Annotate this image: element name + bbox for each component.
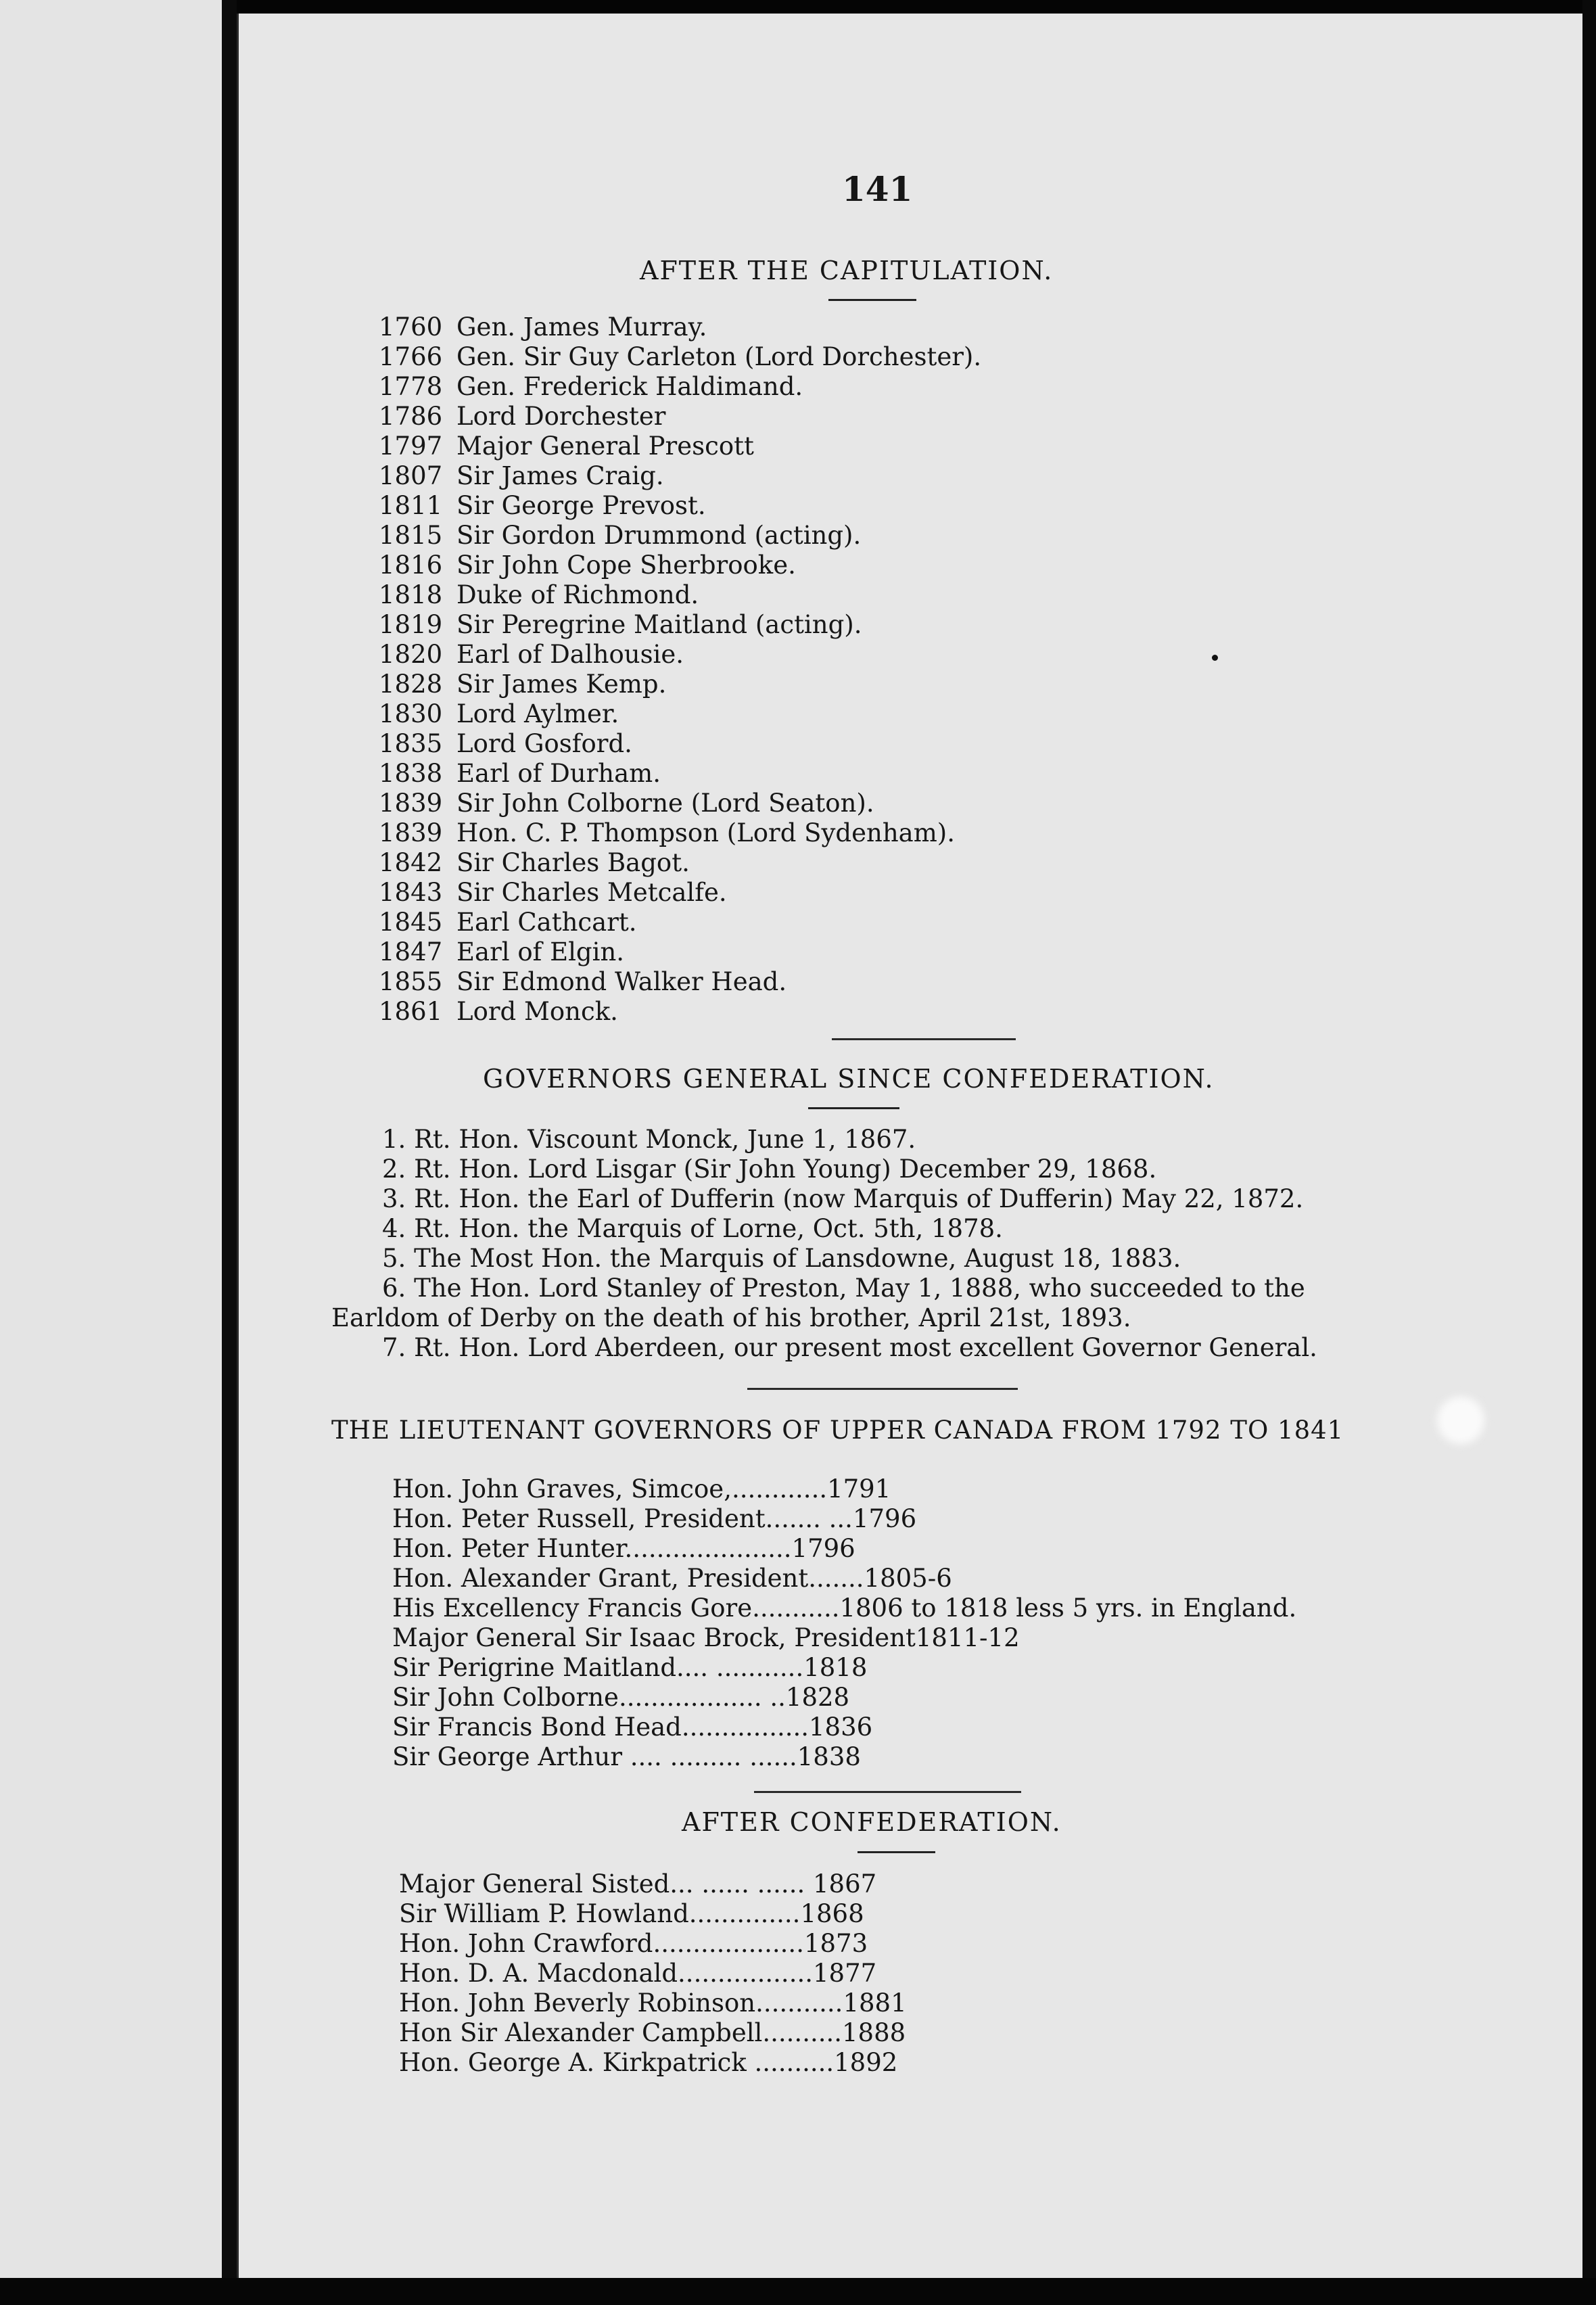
- entry-name: Gen. Sir Guy Carleton (Lord Dorchester).: [456, 342, 982, 371]
- governor-general-line: 4. Rt. Hon. the Marquis of Lorne, Oct. 5th, 1878.: [382, 1214, 1003, 1243]
- entry-name: Lord Gosford.: [456, 729, 632, 758]
- capitulation-entry: [379, 759, 661, 789]
- capitulation-entry: [379, 372, 803, 402]
- section-heading-capitulation: AFTER THE CAPITULATION.: [640, 256, 1054, 285]
- entry-name: Sir George Prevost.: [456, 491, 706, 520]
- section-heading-after-confederation: AFTER CONFEDERATION.: [682, 1807, 1062, 1837]
- capitulation-entry: [379, 521, 861, 551]
- lieutenant-governor-line: Hon. Peter Russell, President....... ...1796: [392, 1504, 917, 1533]
- lieutenant-governor-line: His Excellency Francis Gore...........1806 to 1818 less 5 yrs. in England.: [392, 1593, 1297, 1623]
- ink-speck: [1212, 655, 1218, 661]
- lieutenant-governor-line: Hon. John Graves, Simcoe,............1791: [392, 1474, 891, 1504]
- capitulation-entry: [379, 729, 632, 759]
- after-confederation-line: Major General Sisted... ...... ...... 1867: [399, 1869, 877, 1899]
- entry-year: 1815: [379, 521, 443, 550]
- entry-name: Sir James Craig.: [456, 461, 664, 490]
- entry-name: Duke of Richmond.: [456, 580, 699, 609]
- capitulation-entry: [379, 640, 684, 670]
- entry-name: Sir James Kemp.: [456, 670, 667, 699]
- lieutenant-governor-line: Sir George Arthur .... ......... ......1838: [392, 1742, 861, 1771]
- capitulation-entry: [379, 818, 955, 848]
- capitulation-entry: [379, 789, 874, 818]
- entry-year: 1830: [379, 699, 443, 728]
- governor-general-line: 7. Rt. Hon. Lord Aberdeen, our present most excellent Governor General.: [382, 1333, 1317, 1362]
- entry-name: Sir John Cope Sherbrooke.: [456, 551, 796, 580]
- entry-name: Sir Gordon Drummond (acting).: [456, 521, 862, 550]
- section-divider: [832, 1038, 1016, 1040]
- page-number: 141: [842, 169, 913, 209]
- section-heading-upper-canada: THE LIEUTENANT GOVERNORS OF UPPER CANADA FROM 1792 TO 1841: [331, 1416, 1344, 1445]
- entry-year: 1847: [379, 937, 443, 967]
- lieutenant-governor-line: Major General Sir Isaac Brock, President1811-12: [392, 1623, 1020, 1652]
- capitulation-entry: [379, 997, 618, 1027]
- section-heading-confederation: GOVERNORS GENERAL SINCE CONFEDERATION.: [483, 1064, 1215, 1094]
- entry-year: 1843: [379, 878, 443, 907]
- capitulation-entry: [379, 491, 706, 521]
- capitulation-entry: [379, 937, 624, 967]
- entry-name: Earl of Dalhousie.: [456, 640, 684, 669]
- entry-year: 1786: [379, 402, 443, 431]
- after-confederation-line: Hon. George A. Kirkpatrick ..........1892: [399, 2048, 898, 2077]
- entry-year: 1819: [379, 610, 443, 639]
- entry-year: 1778: [379, 372, 443, 401]
- governor-general-line: 1. Rt. Hon. Viscount Monck, June 1, 1867.: [382, 1125, 916, 1154]
- entry-year: 1820: [379, 640, 443, 669]
- capitulation-entry: [379, 432, 754, 461]
- scan-edge-right: [1582, 0, 1596, 2305]
- heading-rule: [808, 1107, 899, 1109]
- lieutenant-governor-line: Hon. Peter Hunter.....................1796: [392, 1534, 855, 1563]
- entry-name: Hon. C. P. Thompson (Lord Sydenham).: [456, 818, 955, 847]
- entry-name: Sir Edmond Walker Head.: [456, 967, 787, 996]
- governor-general-line-continued: Earldom of Derby on the death of his brother, April 21st, 1893.: [331, 1303, 1131, 1332]
- entry-name: Lord Aylmer.: [456, 699, 619, 728]
- entry-year: 1766: [379, 342, 443, 371]
- left-facing-page: [0, 0, 222, 2300]
- scan-glare: [1437, 1397, 1484, 1444]
- lieutenant-governor-line: Hon. Alexander Grant, President.......1805-6: [392, 1564, 952, 1593]
- entry-name: Sir Charles Bagot.: [456, 848, 690, 877]
- entry-name: Earl of Durham.: [456, 759, 661, 788]
- entry-name: Major General Prescott: [456, 432, 754, 461]
- capitulation-entry: [379, 967, 787, 997]
- book-gutter: [222, 0, 237, 2305]
- capitulation-entry: [379, 848, 690, 878]
- governor-general-line: 2. Rt. Hon. Lord Lisgar (Sir John Young) December 29, 1868.: [382, 1155, 1157, 1184]
- entry-name: Earl Cathcart.: [456, 908, 637, 937]
- entry-year: 1807: [379, 461, 443, 490]
- capitulation-entry: [379, 312, 707, 342]
- scan-edge-bottom: [0, 2278, 1596, 2305]
- capitulation-entry: [379, 461, 664, 491]
- lieutenant-governor-line: Sir Francis Bond Head................1836: [392, 1713, 873, 1742]
- section-divider: [747, 1388, 1018, 1390]
- entry-name: Earl of Elgin.: [456, 937, 625, 967]
- heading-rule: [858, 1851, 935, 1853]
- capitulation-entry: [379, 342, 981, 372]
- capitulation-entry: [379, 610, 862, 640]
- capitulation-entry: [379, 699, 619, 729]
- entry-year: 1845: [379, 908, 443, 937]
- entry-year: 1828: [379, 670, 443, 699]
- entry-year: 1839: [379, 789, 443, 818]
- entry-year: 1760: [379, 312, 443, 342]
- capitulation-entry: [379, 580, 699, 610]
- entry-year: 1861: [379, 997, 443, 1026]
- heading-rule: [828, 299, 916, 301]
- after-confederation-line: Sir William P. Howland..............1868: [399, 1899, 864, 1928]
- governor-general-line: 3. Rt. Hon. the Earl of Dufferin (now Marquis of Dufferin) May 22, 1872.: [382, 1184, 1304, 1213]
- entry-name: Sir Charles Metcalfe.: [456, 878, 727, 907]
- after-confederation-line: Hon Sir Alexander Campbell..........1888: [399, 2018, 906, 2047]
- after-confederation-line: Hon. John Beverly Robinson...........1881: [399, 1988, 907, 2018]
- entry-year: 1816: [379, 551, 443, 580]
- capitulation-entry: [379, 670, 666, 699]
- entry-name: Gen. James Murray.: [456, 312, 707, 342]
- entry-year: 1838: [379, 759, 443, 788]
- governor-general-line: 6. The Hon. Lord Stanley of Preston, May 1, 1888, who succeeded to the: [382, 1274, 1305, 1303]
- governor-general-line: 5. The Most Hon. the Marquis of Lansdowne, August 18, 1883.: [382, 1244, 1181, 1273]
- lieutenant-governor-line: Sir Perigrine Maitland.... ...........1818: [392, 1653, 868, 1682]
- after-confederation-line: Hon. D. A. Macdonald.................1877: [399, 1959, 877, 1988]
- entry-year: 1811: [379, 491, 443, 520]
- capitulation-entry: [379, 908, 637, 937]
- capitulation-entry: [379, 402, 666, 432]
- after-confederation-line: Hon. John Crawford...................1873: [399, 1929, 868, 1958]
- entry-year: 1839: [379, 818, 443, 847]
- entry-year: 1835: [379, 729, 443, 758]
- entry-name: Lord Dorchester: [456, 402, 666, 431]
- entry-name: Sir Peregrine Maitland (acting).: [456, 610, 862, 639]
- entry-name: Gen. Frederick Haldimand.: [456, 372, 803, 401]
- entry-year: 1855: [379, 967, 443, 996]
- entry-year: 1842: [379, 848, 443, 877]
- capitulation-entry: [379, 551, 796, 580]
- entry-year: 1797: [379, 432, 443, 461]
- section-divider: [754, 1791, 1021, 1793]
- capitulation-entry: [379, 878, 727, 908]
- entry-year: 1818: [379, 580, 443, 609]
- lieutenant-governor-line: Sir John Colborne.................. ..1828: [392, 1683, 850, 1712]
- entry-name: Sir John Colborne (Lord Seaton).: [456, 789, 874, 818]
- entry-name: Lord Monck.: [456, 997, 618, 1026]
